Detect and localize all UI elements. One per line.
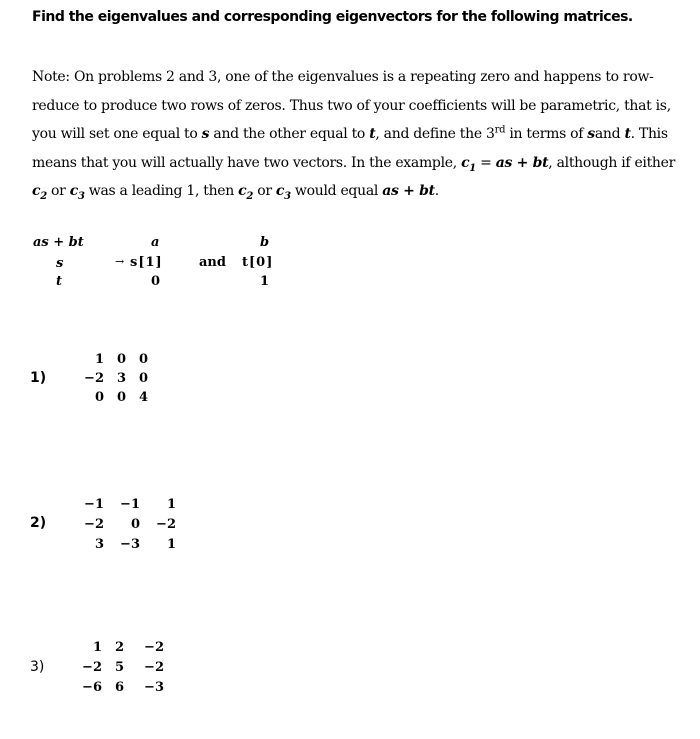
matrix-cell: 3 <box>116 371 126 386</box>
example-a-bottom: 0 <box>151 274 161 289</box>
note-line: Note: On problems 2 and 3, one of the eigenvalues is a repeating zero and happens to row- <box>32 69 654 85</box>
example-a-label: a <box>151 235 160 250</box>
matrix-cell: 0 <box>138 352 148 367</box>
matrix-cell: 1 <box>166 497 176 512</box>
example-and: and <box>199 255 226 270</box>
matrix-cell: 0 <box>138 371 148 386</box>
problem-3-label: 3) <box>30 659 45 675</box>
matrix-cell: 5 <box>114 660 124 675</box>
problem-1-label: 1) <box>30 370 47 386</box>
matrix-cell: 6 <box>114 680 124 695</box>
matrix-cell: −2 <box>84 517 104 532</box>
note-paragraph <box>32 63 682 206</box>
example-s-vector: s[1] <box>130 255 163 270</box>
matrix-cell: 0 <box>94 390 104 405</box>
matrix-cell: 0 <box>116 352 126 367</box>
matrix-cell: −2 <box>156 517 176 532</box>
problem-2-label: 2) <box>30 515 47 531</box>
note-line: you will set one equal to s and the other equal to t, and define the 3rd in terms of sand t. This <box>32 124 668 142</box>
matrix-cell: −6 <box>82 680 102 695</box>
example-left-bot: t <box>56 274 63 289</box>
matrix-cell: −2 <box>144 660 164 675</box>
example-b-label: b <box>260 235 270 250</box>
matrix-cell: 2 <box>114 640 124 655</box>
matrix-cell: 1 <box>94 352 104 367</box>
matrix-cell: 0 <box>116 390 126 405</box>
matrix-cell: −1 <box>120 497 140 512</box>
note-line: $c_2$ or $c_3$ was a leading 1, then $c_2$ or $c_3$ would equal as + bt. <box>32 183 439 202</box>
example-left-mid: s <box>56 256 64 271</box>
matrix-cell: −2 <box>82 660 102 675</box>
matrix-cell: 4 <box>138 390 148 405</box>
arrow-icon: → <box>115 255 125 268</box>
example-t-vector: t[0] <box>242 255 274 270</box>
page-title: Find the eigenvalues and corresponding eigenvectors for the following matrices. <box>32 9 633 25</box>
matrix-cell: 0 <box>130 517 140 532</box>
example-left-top: as + bt <box>33 235 84 250</box>
matrix-cell: −3 <box>144 680 164 695</box>
matrix-cell: 1 <box>92 640 102 655</box>
matrix-cell: −3 <box>120 537 140 552</box>
matrix-cell: −2 <box>84 371 104 386</box>
example-b-bottom: 1 <box>260 274 270 289</box>
note-line: means that you will actually have two vectors. In the example, $c_1$ = as + bt, although if either <box>32 154 676 174</box>
note-line: reduce to produce two rows of zeros. Thus two of your coefficients will be parametric, that is, <box>32 97 671 114</box>
matrix-cell: −1 <box>84 497 104 512</box>
matrix-cell: −2 <box>144 640 164 655</box>
matrix-cell: 1 <box>166 537 176 552</box>
matrix-cell: 3 <box>94 537 104 552</box>
